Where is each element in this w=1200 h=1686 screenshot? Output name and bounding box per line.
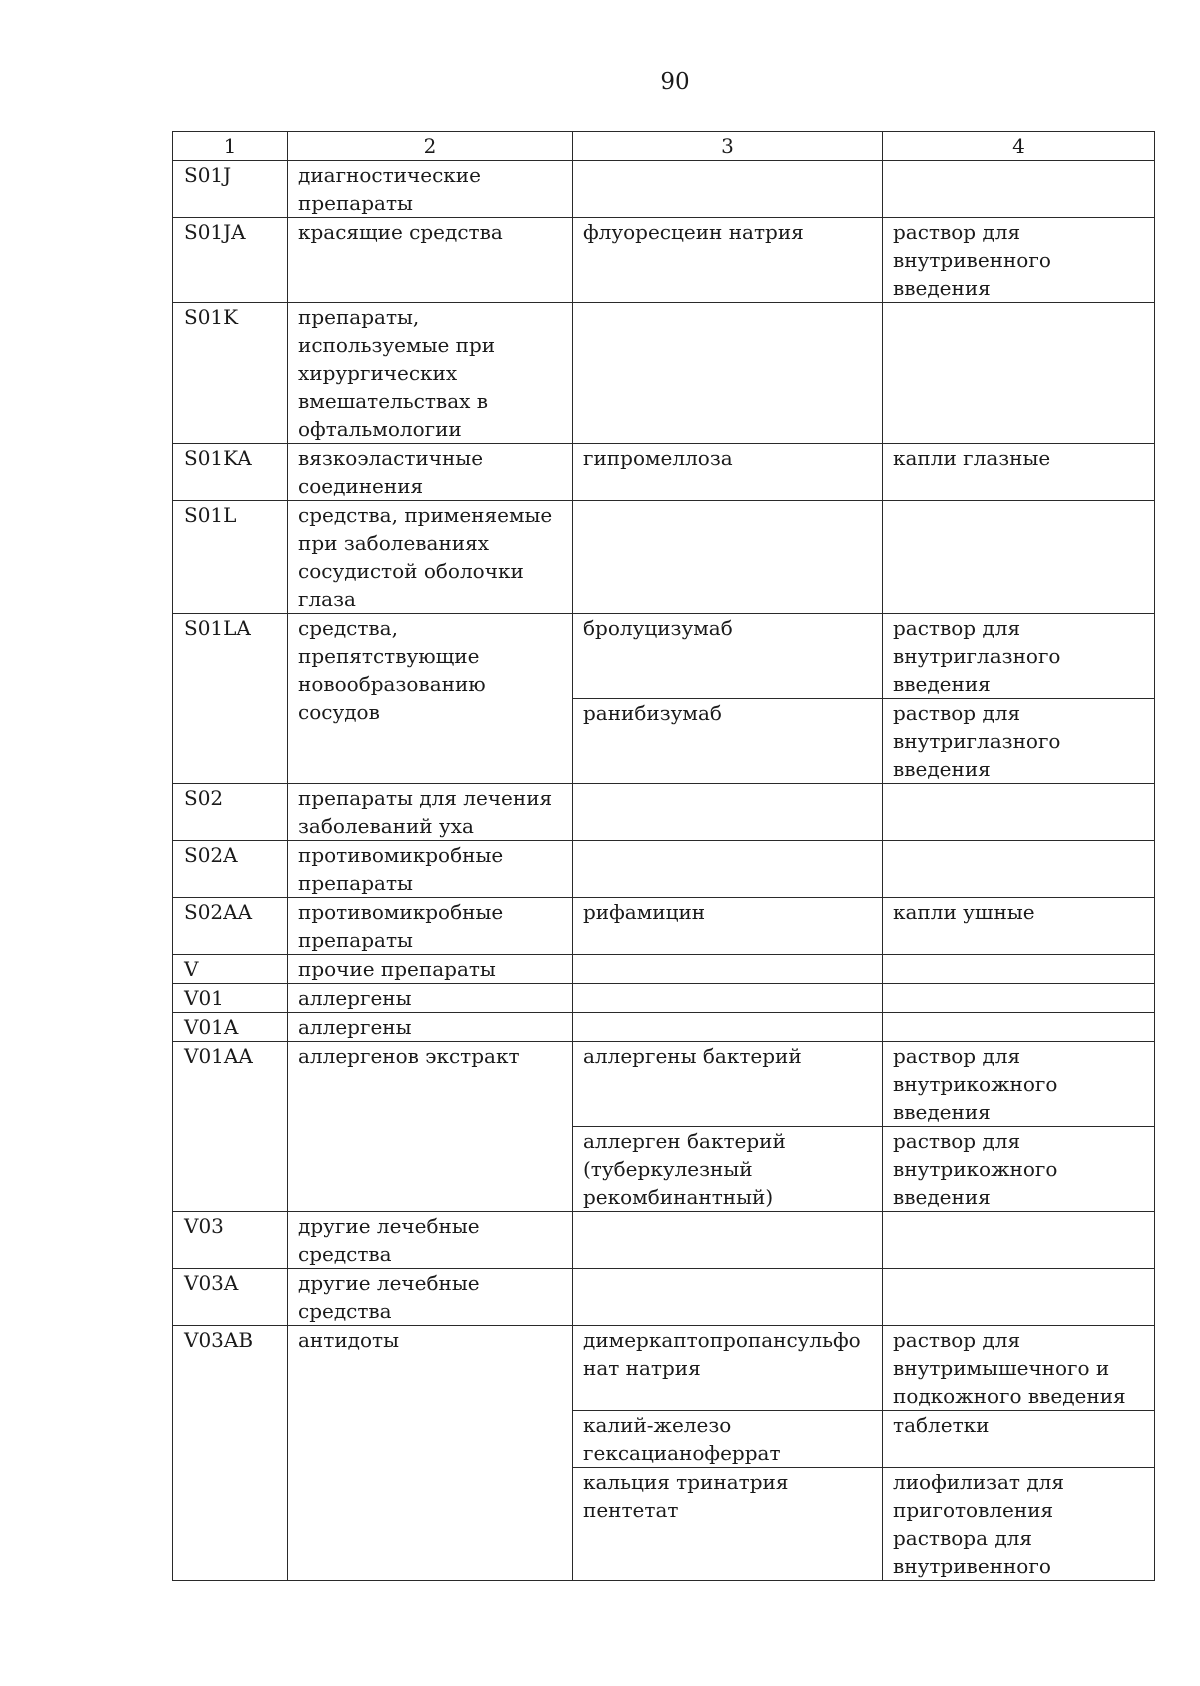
table-header-row — [173, 132, 1155, 161]
dosage-form-cell: таблетки — [883, 1411, 1155, 1468]
atc-code-cell: S01L — [173, 501, 288, 614]
table-row — [173, 161, 1155, 218]
header-col-4: 4 — [883, 132, 1155, 161]
atc-code-cell: S01J — [173, 161, 288, 218]
drug-name-cell: аллергены бактерий — [573, 1042, 883, 1127]
group-name-cell: антидоты — [288, 1326, 573, 1581]
group-name-cell: препараты для лечения заболеваний уха — [288, 784, 573, 841]
drug-name-cell: димеркаптопропансульфо нат натрия — [573, 1326, 883, 1411]
table-row — [173, 955, 1155, 984]
drug-name-cell — [573, 501, 883, 614]
group-name-cell: прочие препараты — [288, 955, 573, 984]
table-row — [173, 1042, 1155, 1127]
table-row — [173, 444, 1155, 501]
table-row — [173, 898, 1155, 955]
dosage-form-cell — [883, 303, 1155, 444]
table-row — [173, 1013, 1155, 1042]
drug-name-cell: аллерген бактерий (туберкулезный рекомбинантный) — [573, 1127, 883, 1212]
dosage-form-cell — [883, 955, 1155, 984]
table-row — [173, 841, 1155, 898]
table-row — [173, 784, 1155, 841]
table-row — [173, 984, 1155, 1013]
drug-table — [172, 131, 1155, 1581]
drug-name-cell: гипромеллоза — [573, 444, 883, 501]
dosage-form-cell: раствор для внутриглазного введения — [883, 699, 1155, 784]
table-row — [173, 1269, 1155, 1326]
dosage-form-cell — [883, 984, 1155, 1013]
group-name-cell: вязкоэластичные соединения — [288, 444, 573, 501]
atc-code-cell: V03AB — [173, 1326, 288, 1581]
drug-name-cell — [573, 1013, 883, 1042]
table-row — [173, 501, 1155, 614]
group-name-cell: другие лечебные средства — [288, 1212, 573, 1269]
drug-name-cell: бролуцизумаб — [573, 614, 883, 699]
page-number: 90 — [660, 69, 690, 95]
drug-name-cell: ранибизумаб — [573, 699, 883, 784]
atc-code-cell: S02 — [173, 784, 288, 841]
dosage-form-cell: раствор для внутрикожного введения — [883, 1127, 1155, 1212]
table-row — [173, 303, 1155, 444]
table-row — [173, 614, 1155, 699]
dosage-form-cell: капли глазные — [883, 444, 1155, 501]
table-row — [173, 1212, 1155, 1269]
group-name-cell: средства, применяемые при заболеваниях сосудистой оболочки глаза — [288, 501, 573, 614]
group-name-cell: аллергены — [288, 984, 573, 1013]
drug-name-cell — [573, 161, 883, 218]
group-name-cell: аллергенов экстракт — [288, 1042, 573, 1212]
atc-code-cell: V01A — [173, 1013, 288, 1042]
drug-name-cell — [573, 841, 883, 898]
dosage-form-cell — [883, 841, 1155, 898]
drug-name-cell — [573, 984, 883, 1013]
drug-name-cell — [573, 784, 883, 841]
dosage-form-cell — [883, 1013, 1155, 1042]
atc-code-cell: V03A — [173, 1269, 288, 1326]
atc-code-cell: V — [173, 955, 288, 984]
table-row — [173, 1326, 1155, 1411]
group-name-cell: диагностические препараты — [288, 161, 573, 218]
atc-code-cell: V03 — [173, 1212, 288, 1269]
group-name-cell: средства, препятствующие новообразованию сосудов — [288, 614, 573, 784]
dosage-form-cell — [883, 1269, 1155, 1326]
dosage-form-cell: раствор для внутриглазного введения — [883, 614, 1155, 699]
drug-name-cell — [573, 1269, 883, 1326]
drug-name-cell — [573, 955, 883, 984]
header-col-1: 1 — [173, 132, 288, 161]
drug-name-cell — [573, 303, 883, 444]
dosage-form-cell — [883, 501, 1155, 614]
dosage-form-cell: раствор для внутримышечного и подкожного введения — [883, 1326, 1155, 1411]
atc-code-cell: V01AA — [173, 1042, 288, 1212]
dosage-form-cell: лиофилизат для приготовления раствора для внутривенного — [883, 1468, 1155, 1581]
header-col-3: 3 — [573, 132, 883, 161]
table-body — [173, 161, 1155, 1581]
drug-name-cell: калий-железо гексацианоферрат — [573, 1411, 883, 1468]
drug-name-cell — [573, 1212, 883, 1269]
atc-code-cell: S02AA — [173, 898, 288, 955]
drug-name-cell: рифамицин — [573, 898, 883, 955]
atc-code-cell: V01 — [173, 984, 288, 1013]
dosage-form-cell: капли ушные — [883, 898, 1155, 955]
group-name-cell: другие лечебные средства — [288, 1269, 573, 1326]
group-name-cell: аллергены — [288, 1013, 573, 1042]
group-name-cell: противомикробные препараты — [288, 841, 573, 898]
atc-code-cell: S01JA — [173, 218, 288, 303]
dosage-form-cell: раствор для внутрикожного введения — [883, 1042, 1155, 1127]
atc-code-cell: S01KA — [173, 444, 288, 501]
dosage-form-cell — [883, 1212, 1155, 1269]
table-row — [173, 218, 1155, 303]
group-name-cell: препараты, используемые при хирургических вмешательствах в офтальмологии — [288, 303, 573, 444]
atc-code-cell: S01K — [173, 303, 288, 444]
dosage-form-cell — [883, 161, 1155, 218]
header-col-2: 2 — [288, 132, 573, 161]
atc-code-cell: S02A — [173, 841, 288, 898]
drug-name-cell: флуоресцеин натрия — [573, 218, 883, 303]
dosage-form-cell — [883, 784, 1155, 841]
group-name-cell: противомикробные препараты — [288, 898, 573, 955]
drug-name-cell: кальция тринатрия пентетат — [573, 1468, 883, 1581]
group-name-cell: красящие средства — [288, 218, 573, 303]
atc-code-cell: S01LA — [173, 614, 288, 784]
dosage-form-cell: раствор для внутривенного введения — [883, 218, 1155, 303]
